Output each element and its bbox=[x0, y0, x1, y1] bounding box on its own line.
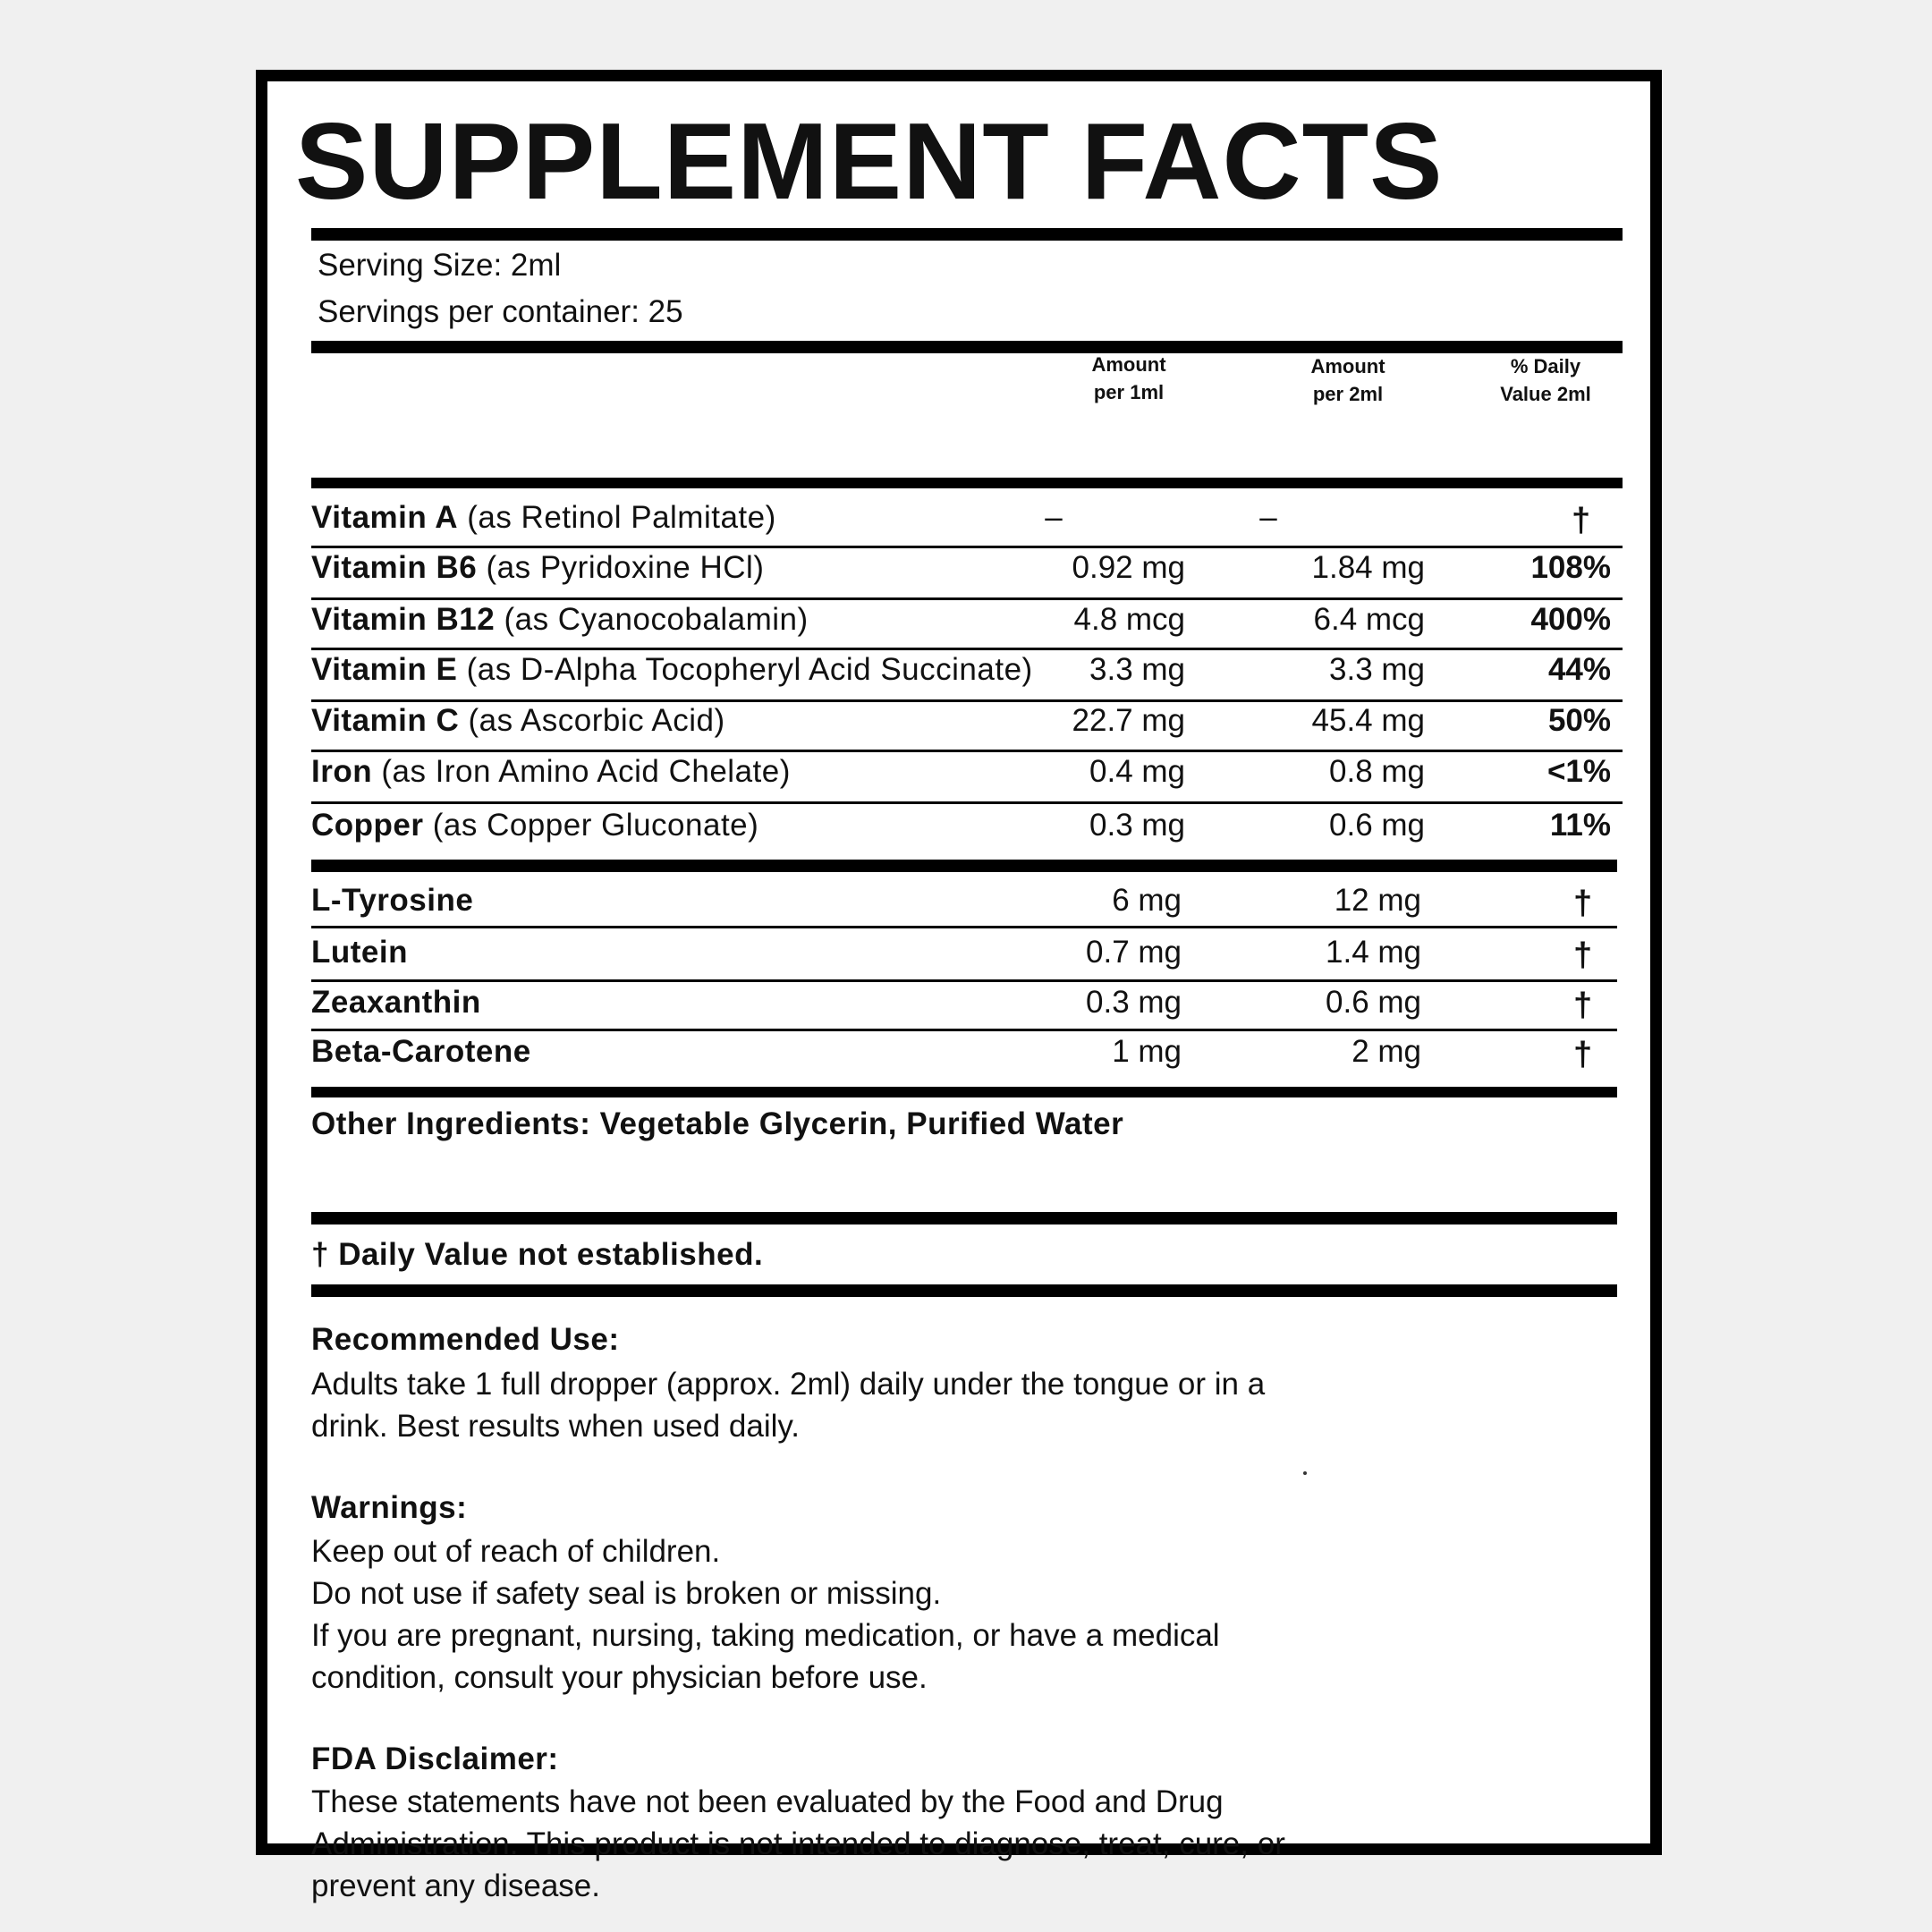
nutrient-name-bold: Vitamin B12 bbox=[311, 602, 496, 637]
nutrient-name: L-Tyrosine bbox=[311, 883, 474, 918]
header-amount-2ml-line2: per 2ml bbox=[1312, 383, 1384, 405]
amount-per-1ml: 1 mg bbox=[1112, 1034, 1182, 1069]
nutrient-source: (as Ascorbic Acid) bbox=[459, 703, 725, 738]
nutrient-name: Zeaxanthin bbox=[311, 985, 481, 1020]
daily-value: 11% bbox=[1549, 808, 1611, 843]
header-rule bbox=[311, 478, 1623, 488]
nutrient-name-bold: Vitamin B6 bbox=[311, 550, 478, 585]
daily-value: 44% bbox=[1547, 652, 1611, 687]
amount-per-2ml: 1.4 mg bbox=[1326, 935, 1421, 970]
nutrient-source: (as D-Alpha Tocopheryl Acid Succinate) bbox=[457, 652, 1033, 687]
recommended-use-line: drink. Best results when used daily. bbox=[311, 1409, 801, 1444]
row-divider bbox=[311, 979, 1617, 982]
nutrient-name-bold: Vitamin E bbox=[311, 652, 458, 687]
header-amount-1ml-line2: per 1ml bbox=[1093, 381, 1165, 403]
amount-per-2ml: 12 mg bbox=[1334, 883, 1421, 918]
amount-per-2ml: 0.6 mg bbox=[1326, 985, 1421, 1020]
row-divider bbox=[311, 926, 1617, 928]
servings-per-container: Servings per container: 25 bbox=[318, 294, 683, 329]
header-amount-2ml bbox=[1276, 352, 1419, 408]
amount-per-2ml: 2 mg bbox=[1352, 1034, 1421, 1069]
warnings-line: condition, consult your physician before use. bbox=[311, 1660, 928, 1695]
nutrient-name-bold: Iron bbox=[311, 754, 373, 789]
amount-per-1ml: – bbox=[1045, 500, 1063, 535]
serving-size: Serving Size: 2ml bbox=[318, 248, 562, 283]
nutrient-source: (as Retinol Palmitate) bbox=[457, 500, 776, 535]
nutrient-name bbox=[311, 808, 758, 843]
amount-per-2ml: 1.84 mg bbox=[1311, 550, 1425, 585]
warnings-line: Do not use if safety seal is broken or missing. bbox=[311, 1576, 942, 1611]
nutrient-name bbox=[311, 754, 791, 790]
amount-per-1ml: 0.3 mg bbox=[1089, 808, 1185, 843]
fda-text bbox=[311, 1781, 1285, 1907]
amount-per-2ml: 6.4 mcg bbox=[1313, 602, 1425, 637]
nutrient-name: Beta-Carotene bbox=[311, 1034, 531, 1069]
dagger-mark: † bbox=[1573, 885, 1593, 922]
nutrient-name: Lutein bbox=[311, 935, 408, 970]
note-rule bbox=[311, 1284, 1617, 1297]
daily-value-note: † Daily Value not established. bbox=[311, 1237, 764, 1272]
nutrient-name bbox=[311, 602, 809, 638]
header-dv-line1: % Daily bbox=[1510, 355, 1581, 377]
row-divider bbox=[311, 597, 1623, 600]
dagger-mark: † bbox=[1573, 936, 1593, 974]
nutrient-name bbox=[311, 652, 1033, 688]
row-divider bbox=[311, 648, 1623, 650]
nutrient-name-bold: Vitamin A bbox=[311, 500, 458, 535]
nutrient-source: (as Iron Amino Acid Chelate) bbox=[372, 754, 791, 789]
amount-per-2ml: – bbox=[1259, 500, 1277, 535]
other-section-rule bbox=[311, 1087, 1617, 1097]
amount-per-2ml: 3.3 mg bbox=[1329, 652, 1425, 687]
supplement-facts-label bbox=[256, 70, 1662, 1903]
recommended-use-line: Adults take 1 full dropper (approx. 2ml) daily under the tongue or in a bbox=[311, 1367, 1266, 1402]
warnings-line: If you are pregnant, nursing, taking medication, or have a medical bbox=[311, 1618, 1220, 1653]
amount-per-1ml: 4.8 mcg bbox=[1073, 602, 1185, 637]
amount-per-1ml: 0.4 mg bbox=[1089, 754, 1185, 789]
daily-value: 50% bbox=[1547, 703, 1611, 738]
header-daily-value bbox=[1474, 352, 1617, 408]
stray-dot bbox=[1303, 1471, 1307, 1475]
label-title: SUPPLEMENT FACTS bbox=[295, 100, 1444, 222]
header-amount-1ml bbox=[1057, 351, 1200, 406]
fda-line: These statements have not been evaluated by the Food and Drug bbox=[311, 1784, 1224, 1819]
nutrient-source: (as Cyanocobalamin) bbox=[495, 602, 809, 637]
row-divider bbox=[311, 1029, 1617, 1031]
fda-line: prevent any disease. bbox=[311, 1868, 600, 1903]
amount-per-2ml: 45.4 mg bbox=[1311, 703, 1425, 738]
header-amount-1ml-line1: Amount bbox=[1091, 353, 1166, 376]
title-rule bbox=[311, 228, 1623, 241]
amount-per-1ml: 22.7 mg bbox=[1072, 703, 1185, 738]
nutrient-name-bold: Vitamin C bbox=[311, 703, 460, 738]
amount-per-1ml: 3.3 mg bbox=[1089, 652, 1185, 687]
ingredients-rule bbox=[311, 1212, 1617, 1224]
amount-per-1ml: 0.3 mg bbox=[1086, 985, 1182, 1020]
warnings-text bbox=[311, 1530, 1220, 1699]
amount-per-1ml: 0.7 mg bbox=[1086, 935, 1182, 970]
daily-value: 400% bbox=[1530, 602, 1611, 637]
amount-per-1ml: 6 mg bbox=[1112, 883, 1182, 918]
warnings-line: Keep out of reach of children. bbox=[311, 1534, 721, 1569]
serving-rule bbox=[311, 341, 1623, 353]
nutrient-name bbox=[311, 703, 725, 739]
amount-per-1ml: 0.92 mg bbox=[1072, 550, 1185, 585]
row-divider bbox=[311, 801, 1623, 804]
row-divider bbox=[311, 546, 1623, 548]
row-divider bbox=[311, 750, 1623, 752]
amount-per-2ml: 0.8 mg bbox=[1329, 754, 1425, 789]
recommended-use-text bbox=[311, 1363, 1265, 1447]
nutrient-name bbox=[311, 550, 764, 586]
recommended-use-heading: Recommended Use: bbox=[311, 1322, 620, 1357]
vitamin-section-rule bbox=[311, 860, 1617, 872]
header-dv-line2: Value 2ml bbox=[1500, 383, 1591, 405]
nutrient-name-bold: Copper bbox=[311, 808, 424, 843]
other-ingredients: Other Ingredients: Vegetable Glycerin, Purified Water bbox=[311, 1106, 1124, 1141]
row-divider bbox=[311, 699, 1623, 702]
dagger-mark: † bbox=[1572, 502, 1591, 539]
daily-value: 108% bbox=[1530, 550, 1611, 585]
fda-heading: FDA Disclaimer: bbox=[311, 1741, 559, 1776]
warnings-heading: Warnings: bbox=[311, 1490, 468, 1525]
daily-value: <1% bbox=[1546, 754, 1611, 789]
fda-line: Administration. This product is not intended to diagnose, treat, cure, or bbox=[311, 1826, 1285, 1861]
amount-per-2ml: 0.6 mg bbox=[1329, 808, 1425, 843]
dagger-mark: † bbox=[1573, 1036, 1593, 1073]
nutrient-source: (as Copper Gluconate) bbox=[423, 808, 759, 843]
nutrient-source: (as Pyridoxine HCl) bbox=[477, 550, 765, 585]
header-amount-2ml-line1: Amount bbox=[1310, 355, 1385, 377]
dagger-mark: † bbox=[1573, 987, 1593, 1024]
nutrient-name bbox=[311, 500, 776, 536]
